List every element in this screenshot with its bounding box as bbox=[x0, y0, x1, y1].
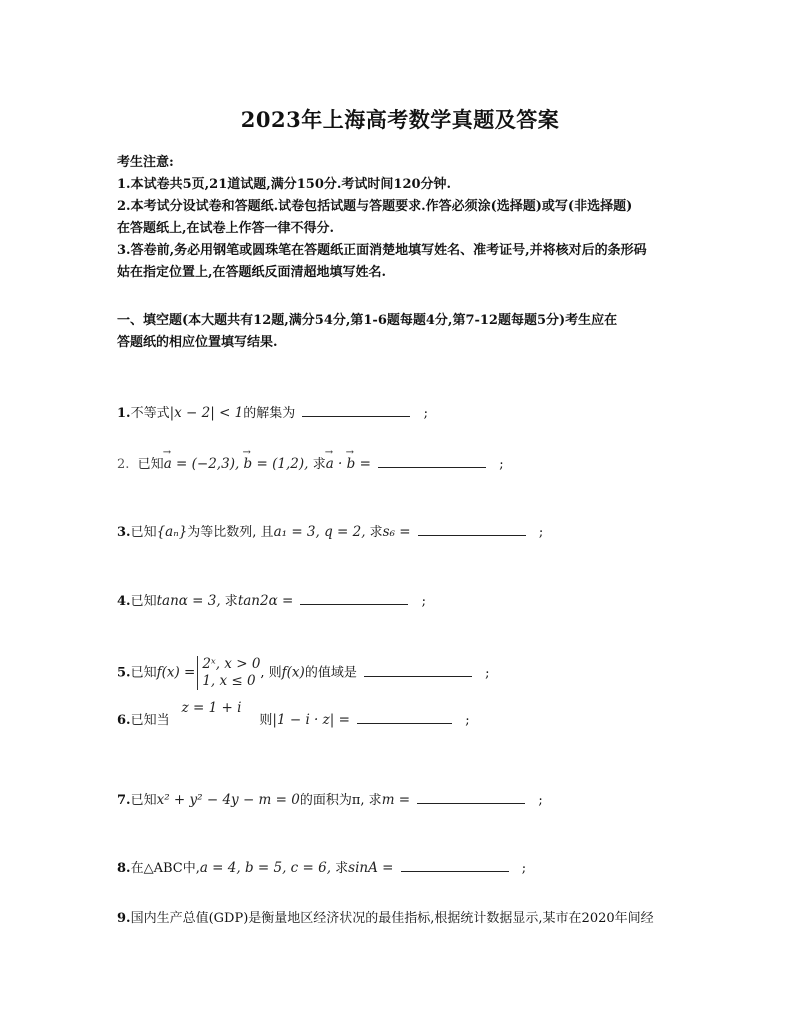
question-text: 求 bbox=[312, 457, 326, 472]
math-expression: |1 − i · z| = bbox=[272, 712, 350, 728]
question-text: 国内生产总值(GDP)是衡量地区经济状况的最佳指标,根据统计数据显示,某市在2020年间经 bbox=[130, 911, 654, 926]
question-number: 5. bbox=[117, 665, 131, 681]
question-text: , 则 bbox=[260, 665, 282, 681]
question-number: 1. bbox=[117, 406, 131, 421]
vector-b: → b bbox=[244, 454, 253, 474]
question-text: 的解集为 bbox=[243, 406, 296, 421]
answer-blank[interactable] bbox=[378, 451, 486, 468]
vector-b: → b bbox=[347, 454, 356, 474]
question-6 bbox=[117, 700, 470, 747]
piecewise-case-2: 1, x ≤ 0 bbox=[202, 673, 256, 689]
vector-a: → a bbox=[164, 454, 172, 474]
semicolon: ; bbox=[421, 594, 426, 609]
question-1 bbox=[117, 400, 428, 424]
question-text: 的面积为π, bbox=[299, 793, 365, 808]
semicolon: ; bbox=[538, 793, 543, 808]
math-expression: m = bbox=[381, 792, 411, 808]
question-number: 2. bbox=[117, 457, 130, 472]
section-heading bbox=[117, 310, 697, 354]
semicolon: ; bbox=[538, 525, 544, 540]
piecewise-case-1: 2ˣ, x > 0 bbox=[202, 656, 261, 672]
question-7 bbox=[117, 787, 543, 811]
notice-line: 3.答卷前,务必用钢笔或圆珠笔在答题纸正面消楚地填写姓名、准考证号,并将核对后的条形码 bbox=[117, 243, 647, 258]
question-number: 8. bbox=[117, 861, 131, 876]
question-text: 求 bbox=[368, 793, 382, 808]
semicolon: ; bbox=[499, 457, 504, 472]
semicolon: ; bbox=[521, 861, 527, 876]
question-8 bbox=[117, 855, 526, 879]
section-line-1: 一、填空题(本大题共有12题,满分54分,第1-6题每题4分,第7-12题每题5分)考生应在 bbox=[117, 313, 618, 328]
math-expression: f(x) = bbox=[156, 664, 196, 681]
math-expression: a = 4, b = 5, c = 6, bbox=[199, 860, 332, 876]
math-expression: f(x) bbox=[281, 664, 305, 681]
math-expression: s₆ = bbox=[382, 524, 411, 540]
math-expression: tanα = 3, bbox=[156, 593, 221, 609]
notice-line: 在答题纸上,在试卷上作答一律不得分. bbox=[117, 221, 335, 236]
dot-operator: · bbox=[333, 456, 347, 472]
piecewise-function bbox=[197, 656, 260, 690]
math-expression: |x − 2| < 1 bbox=[169, 405, 244, 421]
question-text: 已知 bbox=[130, 793, 157, 808]
notice-heading: 考生注意: bbox=[117, 155, 174, 170]
question-number: 6. bbox=[117, 713, 131, 728]
math-expression: sinA = bbox=[348, 860, 394, 876]
page-title: 2023年上海高考数学真题及答案 bbox=[240, 107, 560, 132]
math-expression: tan2α = bbox=[237, 593, 294, 609]
answer-blank[interactable] bbox=[302, 400, 410, 417]
question-number: 4. bbox=[117, 594, 131, 609]
math-expression: x² + y² − 4y − m = 0 bbox=[156, 792, 300, 808]
answer-blank[interactable] bbox=[401, 855, 509, 872]
question-2 bbox=[117, 451, 504, 475]
notice-line: 2.本考试分设试卷和答题纸.试卷包括试题与答题要求.作答必须涂(选择题)或写(非选择题) bbox=[117, 199, 633, 214]
question-3 bbox=[117, 519, 543, 543]
math-expression: a₁ = 3, q = 2, bbox=[273, 524, 366, 540]
notice-block bbox=[117, 152, 697, 284]
question-text: 已知当 bbox=[130, 713, 170, 728]
answer-blank[interactable] bbox=[357, 707, 452, 724]
question-text: 已知 bbox=[130, 665, 157, 681]
semicolon: ; bbox=[465, 713, 470, 728]
question-text: 已知 bbox=[130, 594, 157, 609]
question-9 bbox=[117, 909, 654, 929]
math-expression: = (−2,3), bbox=[171, 456, 244, 472]
question-text: 求 bbox=[335, 861, 349, 876]
math-expression: z = 1 + i bbox=[181, 700, 242, 716]
question-text: 则 bbox=[259, 713, 273, 728]
answer-blank[interactable] bbox=[300, 588, 408, 605]
answer-blank[interactable] bbox=[418, 519, 526, 536]
question-text: 为等比数列, 且 bbox=[187, 525, 274, 540]
answer-blank[interactable] bbox=[417, 787, 525, 804]
equals: = bbox=[355, 456, 371, 472]
question-number: 3. bbox=[117, 525, 131, 540]
question-5 bbox=[117, 656, 490, 690]
math-expression: {aₙ} bbox=[156, 524, 188, 540]
math-expression: = (1,2), bbox=[252, 456, 313, 472]
question-number: 7. bbox=[117, 793, 131, 808]
question-text: 的值域是 bbox=[304, 665, 357, 681]
notice-line: 1.本试卷共5页,21道试题,满分150分.考试时间120分钟. bbox=[117, 177, 452, 192]
question-text: 求 bbox=[224, 594, 238, 609]
question-text: 不等式 bbox=[130, 406, 170, 421]
question-text: 求 bbox=[369, 525, 383, 540]
notice-line: 姑在指定位置上,在答题纸反面清超地填写姓名. bbox=[117, 265, 387, 280]
vector-a: → a bbox=[326, 454, 334, 474]
question-text: 在△ABC中, bbox=[130, 861, 200, 876]
semicolon: ; bbox=[485, 665, 490, 681]
question-text: 已知 bbox=[137, 457, 164, 472]
question-4 bbox=[117, 588, 426, 612]
answer-blank[interactable] bbox=[364, 660, 472, 677]
question-number: 9. bbox=[117, 911, 131, 926]
section-line-2: 答题纸的相应位置填写结果. bbox=[117, 335, 278, 350]
question-text: 已知 bbox=[130, 525, 157, 540]
semicolon: ; bbox=[423, 406, 428, 421]
